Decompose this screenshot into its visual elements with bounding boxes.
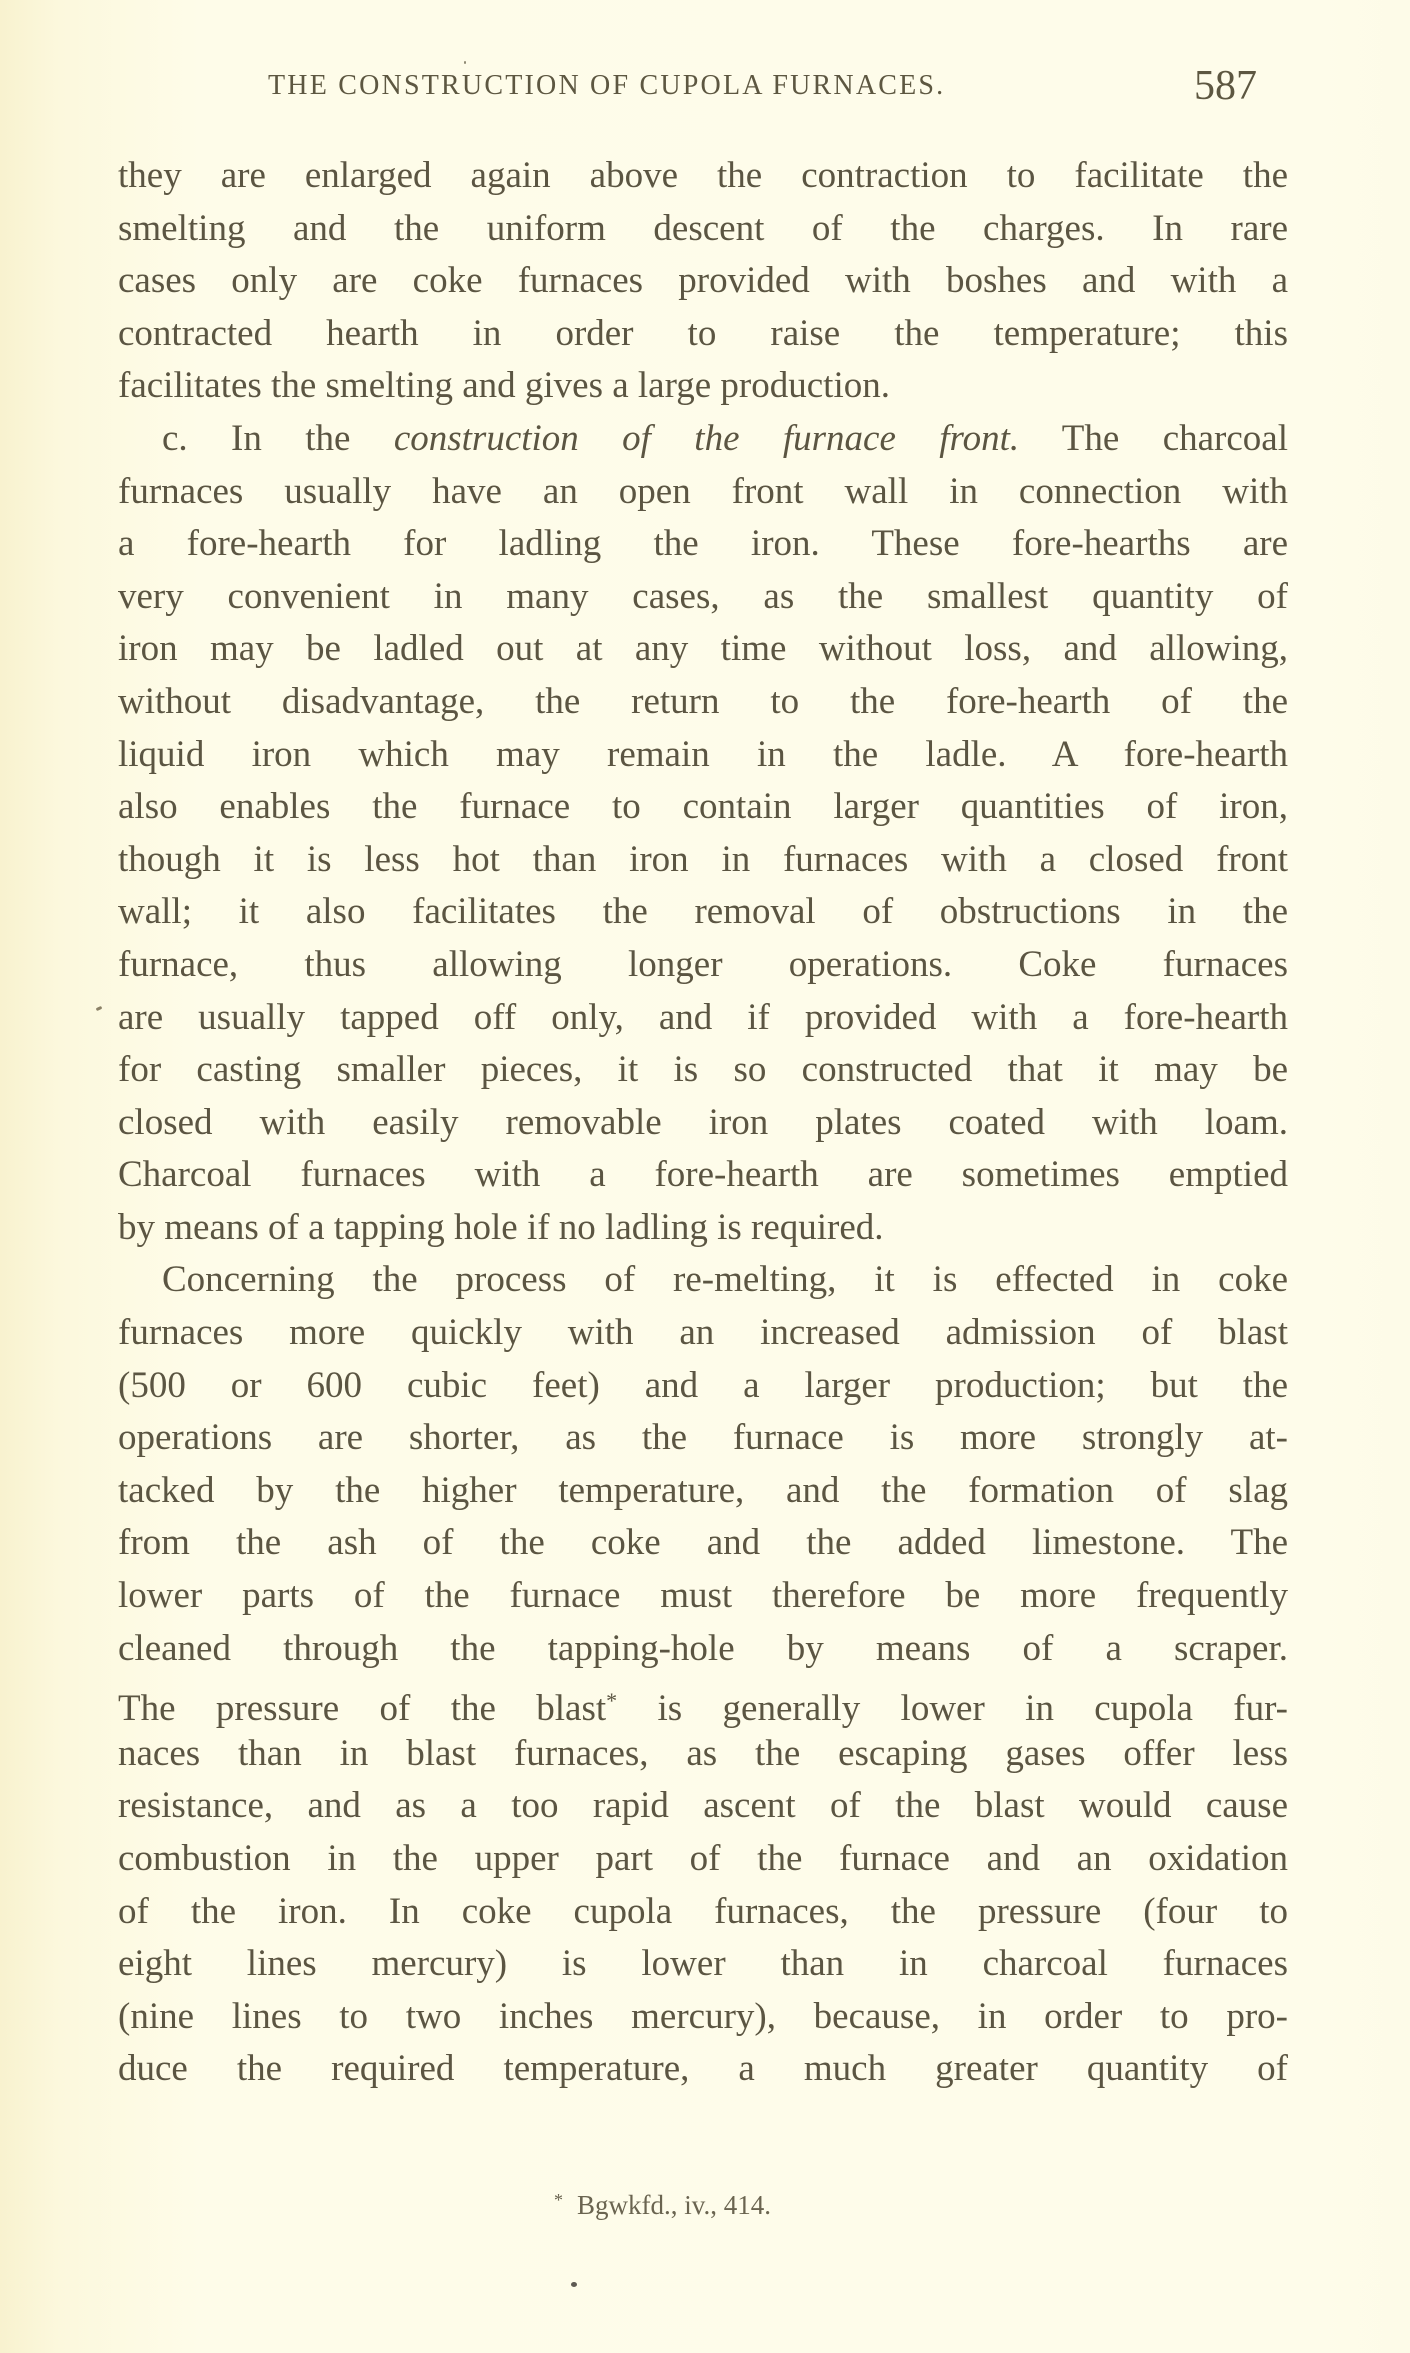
text-line: resistance, and as a too rapid ascent of the blast would cause	[118, 1785, 1288, 1827]
text-line: a fore-hearth for ladling the iron. These fore-hearths are	[118, 523, 1288, 565]
text-line: cases only are coke furnaces provided with boshes and with a	[118, 260, 1288, 302]
footnote-marker: *	[554, 2190, 563, 2210]
text-run: The pressure of the blast	[118, 1688, 607, 1730]
text-line: of the iron. In coke cupola furnaces, the pressure (four to	[118, 1890, 1288, 1932]
text-run: is generally lower in cupola fur-	[617, 1688, 1289, 1730]
text-line: combustion in the upper part of the furnace and an oxidation	[118, 1838, 1288, 1879]
body-text	[118, 150, 1288, 2096]
text-line: operations are shorter, as the furnace is more strongly at-	[118, 1417, 1288, 1459]
footnote	[554, 2190, 771, 2221]
text-line: furnace, thus allowing longer operations. Coke furnaces	[118, 943, 1288, 985]
text-line: smelting and the uniform descent of the charges. In rare	[118, 207, 1288, 249]
text-line: they are enlarged again above the contraction to facilitate the	[118, 155, 1288, 196]
section-heading-line	[118, 413, 1288, 466]
text-line: iron may be ladled out at any time without loss, and allowing,	[118, 628, 1288, 670]
running-title: THE CONSTRUCTION OF CUPOLA FURNACES.	[268, 70, 946, 101]
text-line: tacked by the higher temperature, and the formation of slag	[118, 1469, 1288, 1511]
text-line: cleaned through the tapping-hole by means of a scraper.	[118, 1627, 1288, 1669]
text-line: very convenient in many cases, as the smallest quantity of	[118, 575, 1288, 617]
text-line: by means of a tapping hole if no ladling is required.	[118, 1206, 884, 1248]
section-title-italic: construction of the furnace front.	[393, 417, 1020, 459]
footnote-ref-line	[118, 1675, 1288, 1728]
footnote-text: Bgwkfd., iv., 414.	[577, 2190, 771, 2220]
text-run: The charcoal	[1019, 417, 1288, 459]
text-line: (nine lines to two inches mercury), because, in order to pro-	[118, 1995, 1288, 2037]
footnote-reference-mark[interactable]: *	[606, 1688, 618, 1714]
text-line: facilitates the smelting and gives a large production.	[118, 365, 890, 407]
page-number: 587	[1194, 63, 1257, 109]
text-line: duce the required temperature, a much greater quantity of	[118, 2048, 1288, 2090]
text-line: naces than in blast furnaces, as the escaping gases offer less	[118, 1732, 1288, 1774]
text-line: from the ash of the coke and the added limestone. The	[118, 1522, 1288, 1564]
text-line: furnaces more quickly with an increased admission of blast	[118, 1312, 1288, 1354]
margin-mark	[96, 1006, 103, 1011]
text-line: are usually tapped off only, and if provided with a fore-hearth	[118, 996, 1288, 1038]
text-line: Charcoal furnaces with a fore-hearth are sometimes emptied	[118, 1154, 1288, 1196]
text-line: lower parts of the furnace must therefore be more frequently	[118, 1575, 1288, 1617]
text-line: wall; it also facilitates the removal of obstructions in the	[118, 891, 1288, 933]
text-line: eight lines mercury) is lower than in charcoal furnaces	[118, 1943, 1288, 1985]
running-head	[0, 62, 1410, 122]
section-label: c. In the	[162, 417, 394, 459]
text-line: for casting smaller pieces, it is so constructed that it may be	[118, 1049, 1288, 1091]
paper-speck	[571, 2282, 577, 2287]
paragraph-start-line: Concerning the process of re-melting, it is effected in coke	[162, 1259, 1288, 1301]
text-line: closed with easily removable iron plates coated with loam.	[118, 1101, 1288, 1143]
text-line: (500 or 600 cubic feet) and a larger production; but the	[118, 1364, 1288, 1406]
text-line: though it is less hot than iron in furnaces with a closed front	[118, 838, 1288, 880]
text-line: also enables the furnace to contain larger quantities of iron,	[118, 786, 1288, 828]
text-line: without disadvantage, the return to the fore-hearth of the	[118, 680, 1288, 722]
text-line: liquid iron which may remain in the ladle. A fore-hearth	[118, 733, 1288, 775]
text-line: furnaces usually have an open front wall in connection with	[118, 470, 1288, 512]
text-line: contracted hearth in order to raise the temperature; this	[118, 312, 1288, 354]
